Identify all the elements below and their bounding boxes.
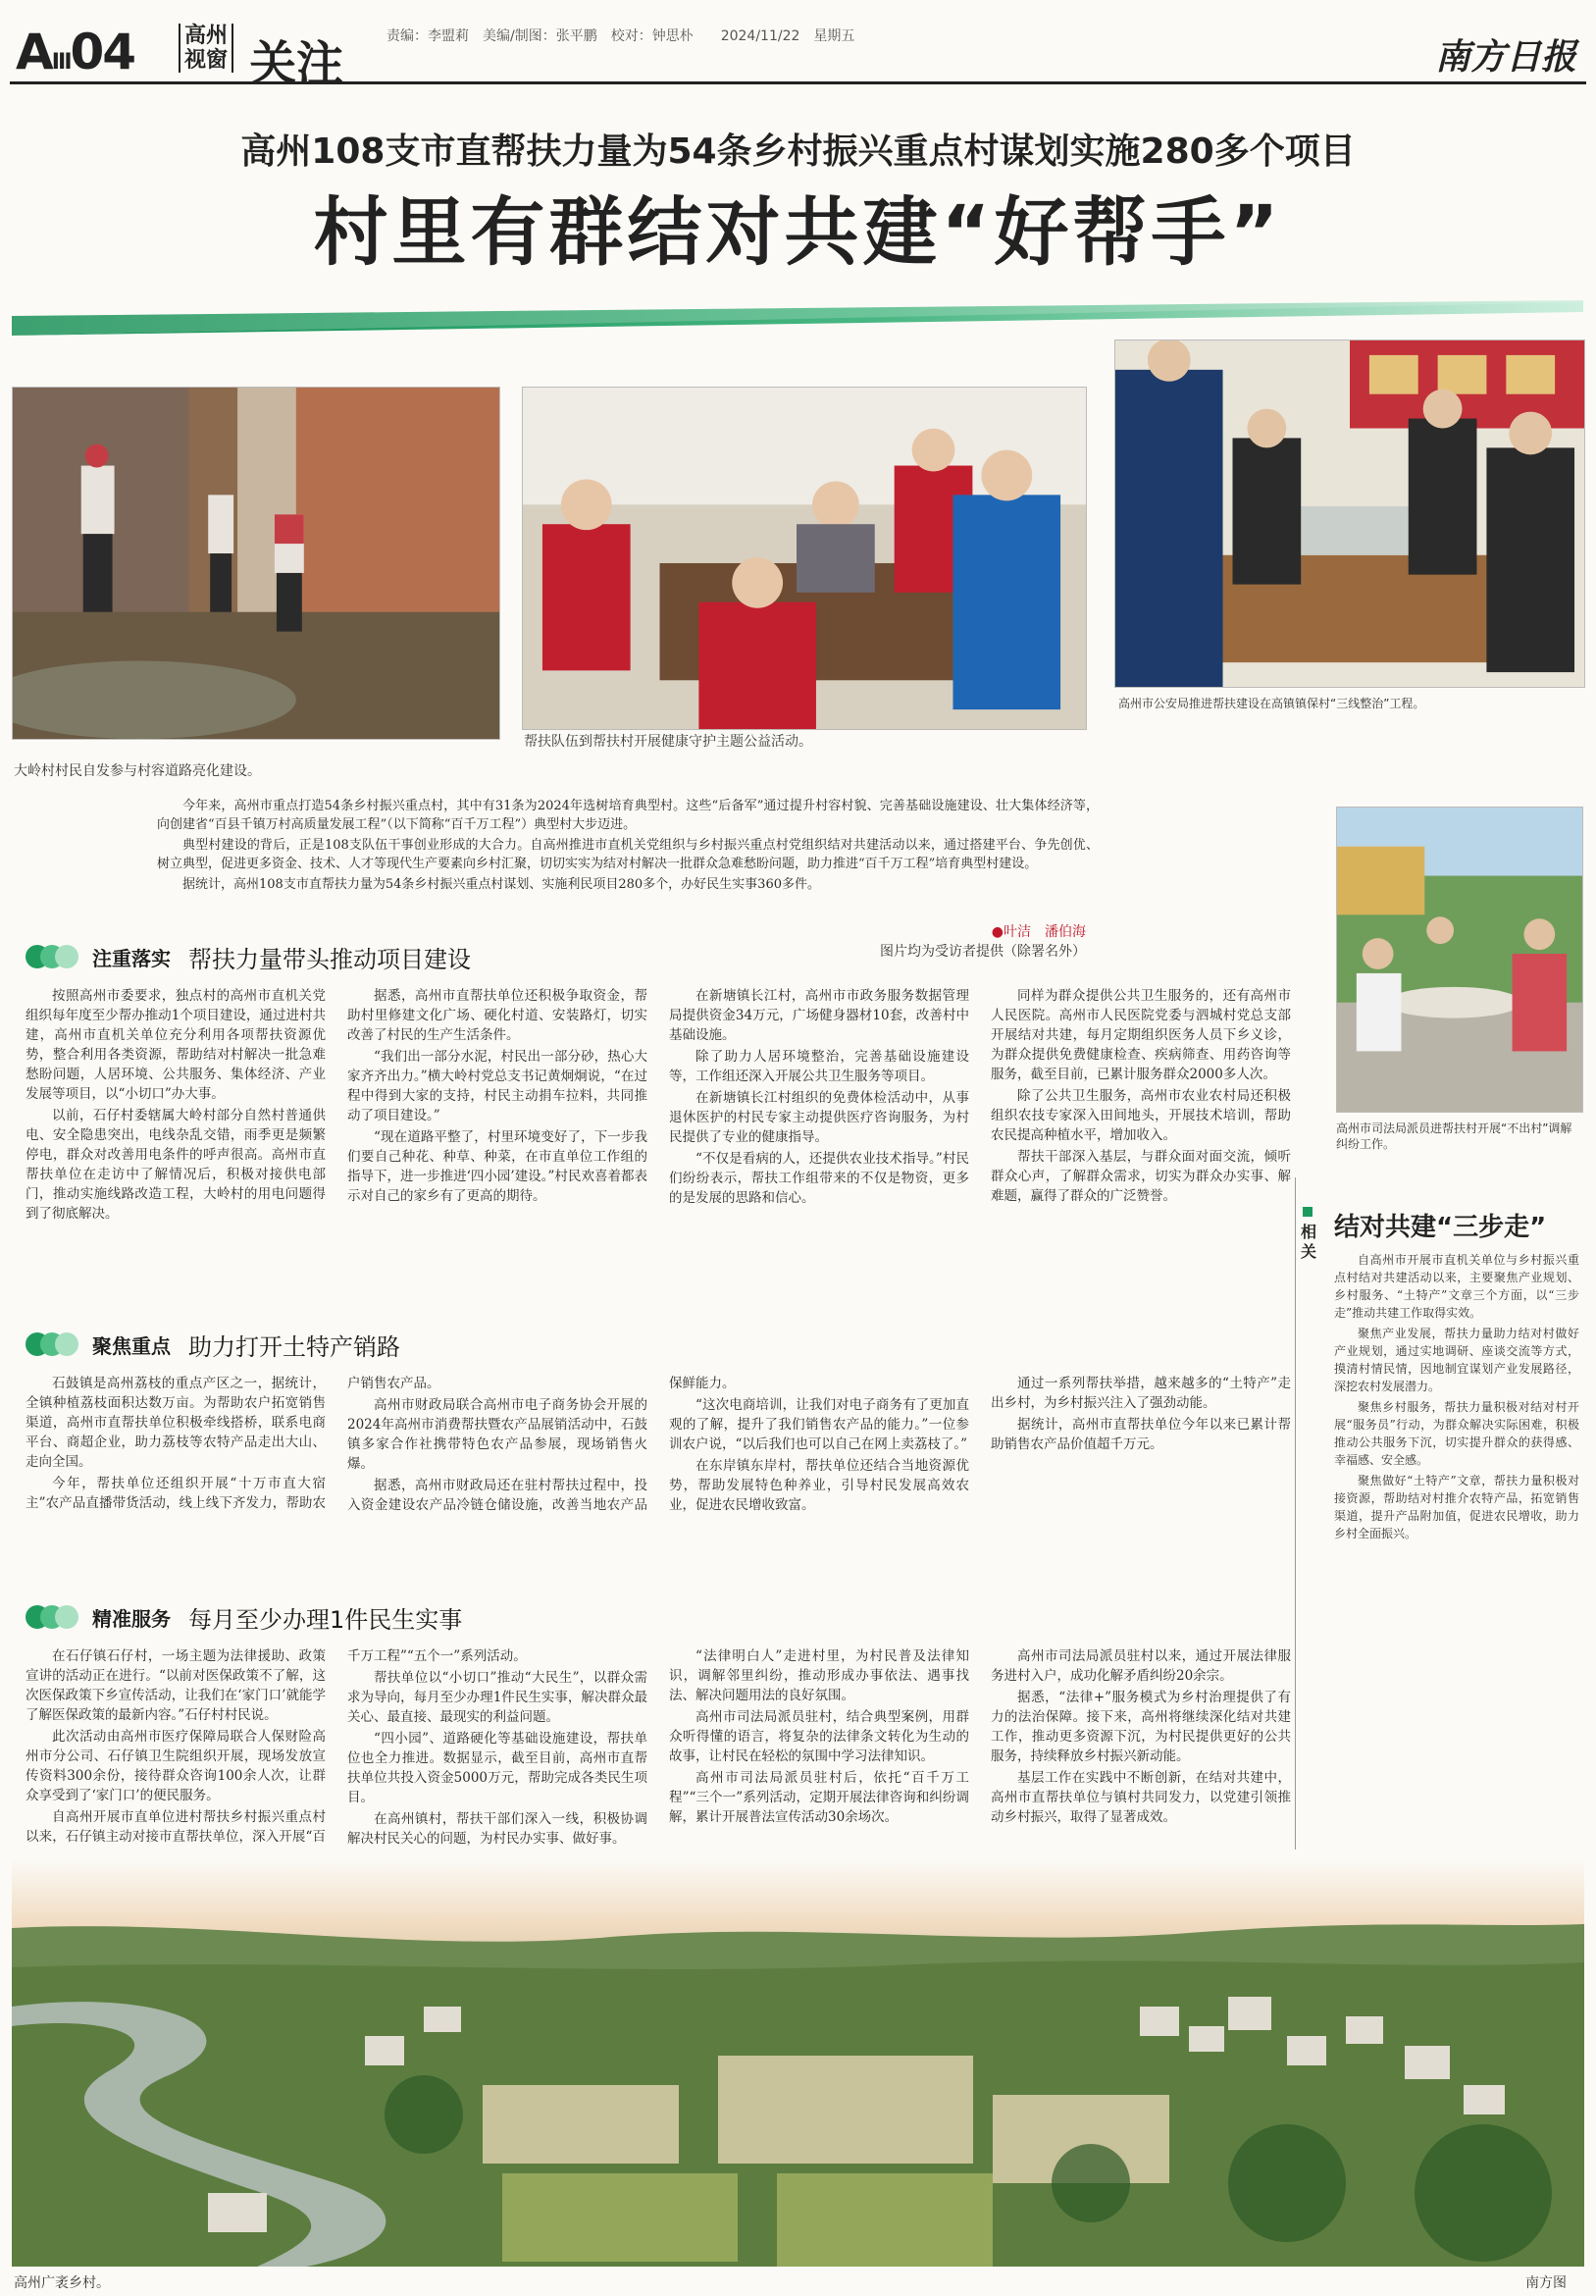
photo-aerial-village	[12, 1859, 1584, 2267]
byline: ●叶洁 潘伯海 图片均为受访者提供（除署名外）	[880, 924, 1086, 960]
sidebar-divider	[1295, 1177, 1296, 1850]
sidebar-label: 相关	[1301, 1207, 1318, 1262]
newspaper-logo: 南方日报	[1434, 36, 1576, 78]
photo-caption-2: 帮扶队伍到帮扶村开展健康守护主题公益活动。	[524, 734, 812, 750]
green-ribbon-decoration	[12, 300, 1583, 336]
edition-name: 高州视窗	[179, 24, 233, 73]
photo-caption-1: 大岭村村民自发参与村容道路亮化建设。	[14, 763, 261, 779]
section-body-3: 在石仔镇石仔村，一场主题为法律援助、政策宣讲的活动正在进行。“以前对医保政策不了解，这次医保政策下乡宣传活动，让我们在‘家门口’就能学了解医保政策的最新内容。”石仔村村民说。 此次活动由高州市医疗保障局联合人保财险高州市分公司、石仔镇卫生院组织开展，现场发放宣传资料300余份，接待群众咨询100余人次，让群众享受到了‘家门口’的便民服务。 自高州开展市直单位进村帮扶乡村振兴重点村以来，石仔镇主动对接市直帮扶单位，深入开展“百千万工程”“五个一”系列活动。 帮扶单位以“小切口”推动“大民生”，以群众需求为导向，每月至少办理1件民生实事，解决群众最关心、最直接、最现实的利益问题。 “四小园”、道路硬化等基础设施建设，帮扶单位也全力推进。数据显示，截至目前，高州市直帮扶单位共投入资金5000万元，帮助完成各类民生项目。 在高州镇村，帮扶干部们深入一线，积极协调解决村民关心的问题，为村民办实事、做好事。 “法律明白人”走进村里，为村民普及法律知识，调解邻里纠纷，推动形成办事依法、遇事找法、解决问题用法的良好氛围。 高州市司法局派员驻村，结合典型案例，用群众听得懂的语言，将复杂的法律条文转化为生动的故事，让村民在轻松的氛围中学习法律知识。 高州市司法局派员驻村后，依托“百千万工程”“三个一”系列活动，定期开展法律咨询和纠纷调解，累计开展普法宣传活动30余场次。 高州市司法局派员驻村以来，通过开展法律服务进村入户，成功化解矛盾纠纷20余宗。 据悉，“法律+”服务模式为乡村治理提供了有力的法治保障。接下来，高州将继续深化结对共建工作，推动更多资源下沉，为村民提供更好的公共服务，持续释放乡村振兴新动能。 基层工作在实践中不断创新，在结对共建中，高州市直帮扶单位与镇村共同发力，以党建引领推动乡村振兴，取得了显著成效。	[26, 1648, 1291, 1847]
section-head-2: 聚焦重点 助力打开土特产销路	[26, 1325, 400, 1364]
subheadline: 高州108支市直帮扶力量为54条乡村振兴重点村谋划实施280多个项目	[240, 131, 1356, 172]
photo-caption-bottom: 高州广袤乡村。	[14, 2275, 110, 2291]
main-headline: 村里有群结对共建“好帮手”	[313, 188, 1283, 276]
section-body-2: 石鼓镇是高州荔枝的重点产区之一，据统计，全镇种植荔枝面积达数万亩。为帮助农户拓宽销售渠道，高州市直帮扶单位积极牵线搭桥，联系电商平台、商超企业，助力荔枝等农特产品走出大山、走向全国。 今年，帮扶单位还组织开展“十万市直大宿主”农产品直播带货活动，线上线下齐发力，帮助农户销售农产品。 高州市财政局联合高州市电子商务协会开展的2024年高州市消费帮扶暨农产品展销活动中，石鼓镇多家合作社携带特色农产品参展，现场销售火爆。 据悉，高州市财政局还在驻村帮扶过程中，投入资金建设农产品冷链仓储设施，改善当地农产品保鲜能力。 “这次电商培训，让我们对电子商务有了更加直观的了解，提升了我们销售农产品的能力。”一位参训农户说，“以后我们也可以自己在网上卖荔枝了。” 在东岸镇东岸村，帮扶单位还结合当地资源优势，帮助发展特色种养业，引导村民发展高效农业，促进农民增收致富。 通过一系列帮扶举措，越来越多的“土特产”走出乡村，为乡村振兴注入了强劲动能。 据统计，高州市直帮扶单位今年以来已累计帮助销售农产品价值超千万元。	[26, 1376, 1291, 1513]
photo-mediation	[1336, 807, 1583, 1113]
section-head-3: 精准服务 每月至少办理1件民生实事	[26, 1597, 462, 1637]
page-meta: 责编：李盟莉 美编/制图：张平鹏 校对：钟思朴 2024/11/22 星期五	[386, 28, 855, 44]
sidebar-body: 自高州市开展市直机关单位与乡村振兴重点村结对共建活动以来，主要聚焦产业规划、乡村服务、“土特产”文章三个方面，以“三步走”推动共建工作取得实效。 聚焦产业发展，帮扶力量助力结对村做好产业规划，通过实地调研、座谈交流等方式，摸清村情民情，因地制宜谋划产业发展路径，深挖农村发展潜力。 聚焦乡村服务，帮扶力量积极对结对村开展“服务员”行动，为群众解决实际困难，积极推动公共服务下沉，切实提升群众的获得感、幸福感、安全感。 聚焦做好“土特产”文章，帮扶力量积极对接资源，帮助结对村推介农特产品，拓宽销售渠道，提升产品附加值，促进农民增收，助力乡村全面振兴。	[1334, 1253, 1579, 1540]
sidebar-title: 结对共建“三步走”	[1334, 1213, 1547, 1242]
intro-text: 今年来，高州市重点打造54条乡村振兴重点村，其中有31条为2024年选树培育典型村。这些“后备军”通过提升村容村貌、完善基础设施建设、壮大集体经济等，向创建省“百县千镇万村高质量发展工程”（以下简称“百千万工程”）典型村大步迈进。 典型村建设的背后，正是108支队伍干事创业形成的大合力。自高州推进市直机关党组织与乡村振兴重点村党组织结对共建活动以来，通过搭建平台、争先创优、树立典型，促进更多资金、技术、人才等现代生产要素向乡村汇聚，切切实实为结对村解决一批群众急难愁盼问题，助力推进“百千万工程”培育典型村建设。 据统计，高州108支市直帮扶力量为54条乡村振兴重点村谋划、实施利民项目280多个，办好民生实事360多件。	[157, 799, 1099, 892]
section-pill-icon	[26, 1332, 78, 1356]
photo-credit-bottom: 南方图	[1525, 2275, 1567, 2291]
photo-health-event	[522, 387, 1087, 730]
photo-police-meeting	[1114, 339, 1585, 688]
page-number: AⅢ04	[16, 24, 135, 80]
photo-caption-4: 高州市司法局派员进帮扶村开展“不出村”调解纠纷工作。	[1336, 1122, 1572, 1151]
masthead	[10, 8, 1586, 91]
section-label: 关注	[249, 36, 344, 91]
section-pill-icon	[26, 945, 78, 968]
section-head-1: 注重落实 帮扶力量带头推动项目建设	[26, 937, 471, 976]
section-body-1: 按照高州市委要求，独点村的高州市直机关党组织每年度至少帮办推动1个项目建设，通过进村共建，高州市直机关单位充分利用各项帮扶资源优势，整合利用各类资源，帮助结对村解决一批急难愁盼问题，人居环境、公共服务、集体经济、产业发展等项目，以“小切口”办大事。 以前，石仔村委辖属大岭村部分自然村普通供电、安全隐患突出，电线杂乱交错，雨季更是频繁停电，群众对改善用电条件的呼声很高。高州市直帮扶单位在走访中了解情况后，积极对接供电部门，推动实施线路改造工程，大岭村的用电问题得到了彻底解决。 据悉，高州市直帮扶单位还积极争取资金，帮助村里修建文化广场、硬化村道、安装路灯，切实改善了村民的生产生活条件。 “我们出一部分水泥，村民出一部分砂，热心大家齐齐出力。”横大岭村党总支书记黄炯炯说，“在过程中得到大家的支持，村民主动捐车拉料，共同推动了项目建设。” “现在道路平整了，村里环境变好了，下一步我们要自己种花、种草、种菜，在市直单位工作组的指导下，进一步推进‘四小园’建设。”村民欢喜着都表示对自己的家乡有了更高的期待。 在新塘镇长江村，高州市市政务服务数据管理局提供资金34万元，广场健身器材10套，改善村中基础设施。 除了助力人居环境整治，完善基础设施建设等，工作组还深入开展公共卫生服务等项目。 在新塘镇长江村组织的免费体检活动中，从事退休医护的村民专家主动提供医疗咨询服务，为村民提供了专业的健康指导。 “不仅是看病的人，还提供农业技术指导。”村民们纷纷表示，帮扶工作组带来的不仅是物资，更多的是发展的思路和信心。 同样为群众提供公共卫生服务的，还有高州市人民医院。高州市人民医院党委与泗城村党总支部开展结对共建，每月定期组织医务人员下乡义诊，为群众提供免费健康检查、疾病筛查、用药咨询等服务，截至目前，已累计服务群众2000多人次。 除了公共卫生服务，高州市农业农村局还积极组织农技专家深入田间地头，开展技术培训，帮助农民提高种植水平，增加收入。 帮扶干部深入基层，与群众面对面交流，倾听群众心声，了解群众需求，切实为群众办实事、解难题，赢得了群众的广泛赞誉。	[26, 988, 1291, 1222]
section-pill-icon	[26, 1605, 78, 1629]
photo-caption-3: 高州市公安局推进帮扶建设在高镇镇保村“三线整治”工程。	[1118, 697, 1425, 710]
photo-village-cleanup	[12, 387, 500, 740]
